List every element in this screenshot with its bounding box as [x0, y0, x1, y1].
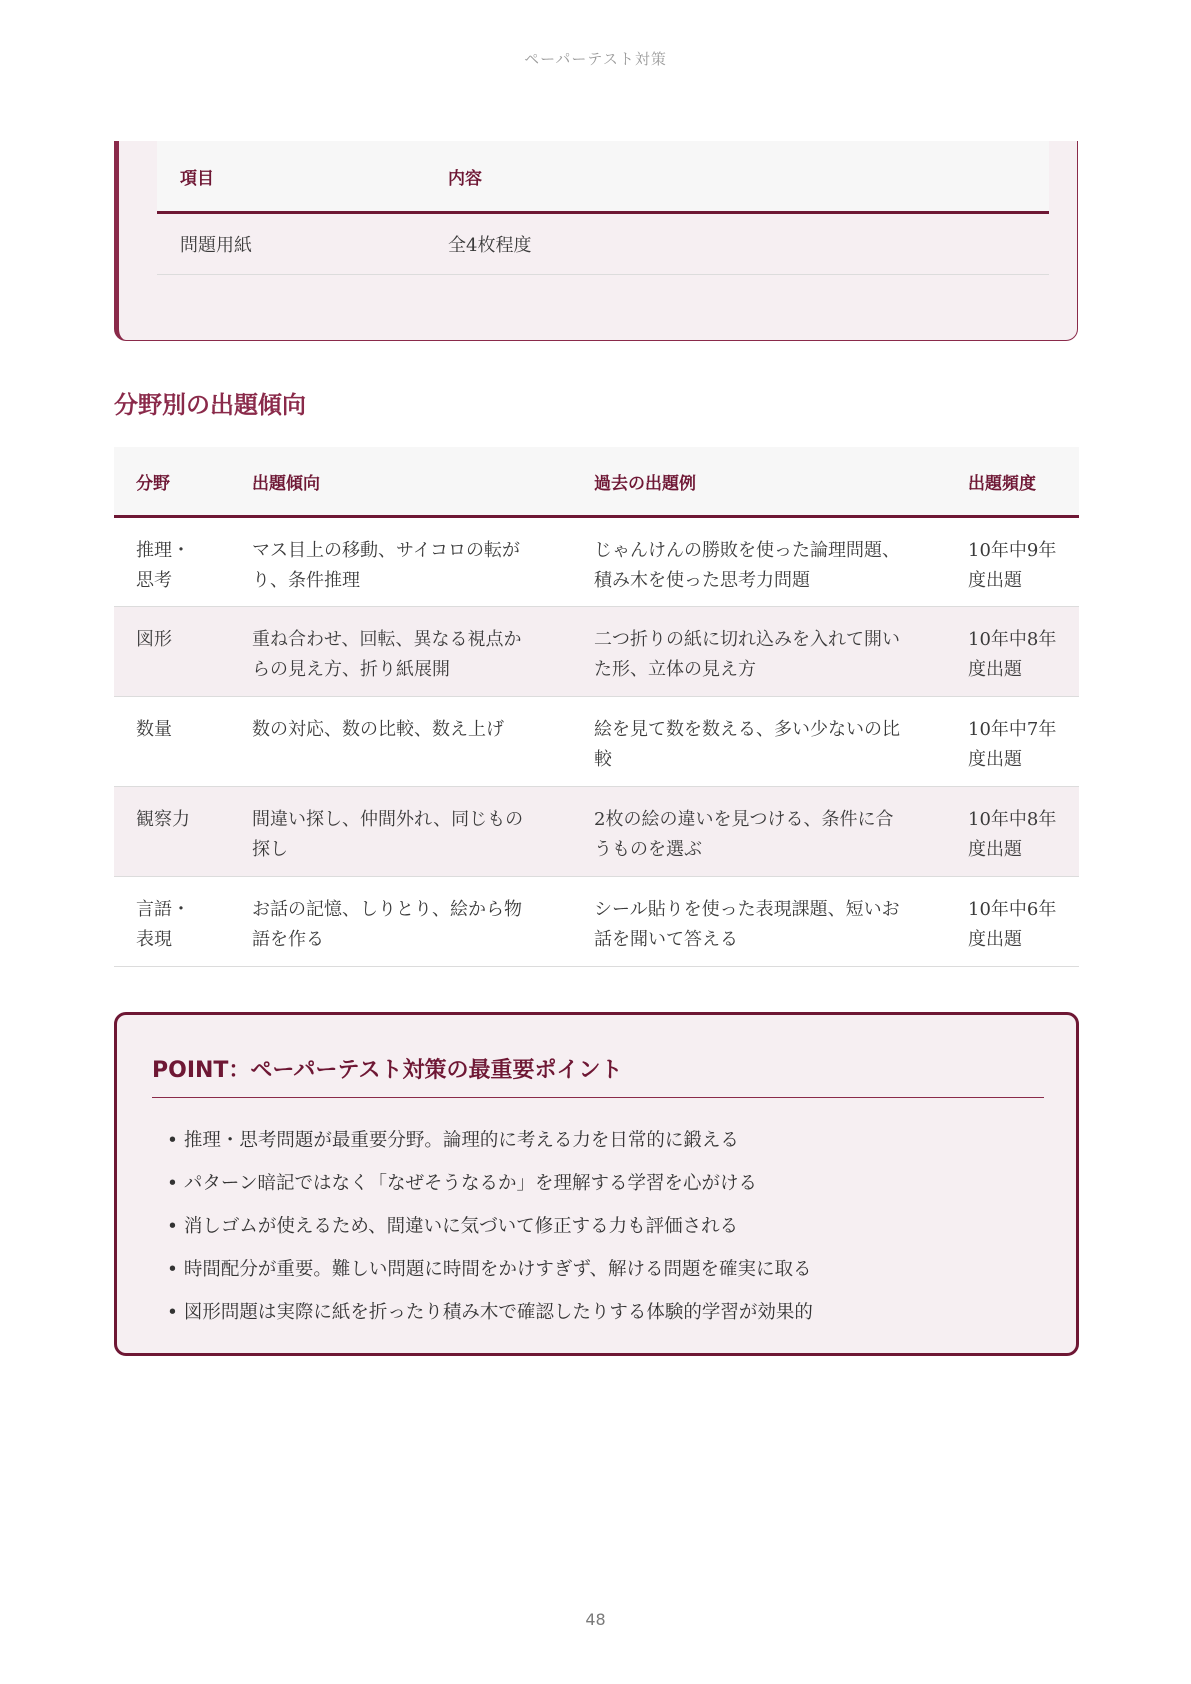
bullet-icon: • [167, 1173, 178, 1194]
table-cell: お話の記憶、しりとり、絵から物 語を作る [230, 877, 572, 967]
list-item [167, 1162, 813, 1205]
spec-cell: 全4枚程度 [425, 213, 1049, 275]
list-item-text: パターン暗記ではなく「なぜそうなるか」を理解する学習を心がける [183, 1173, 758, 1194]
spec-cell: 問題用紙 [157, 213, 425, 275]
point-title: POINT：ペーパーテスト対策の最重要ポイント [152, 1058, 623, 1083]
list-item-text: 消しゴムが使えるため、間違いに気づいて修正する力も評価される [183, 1216, 739, 1237]
bullet-icon: • [167, 1259, 178, 1280]
bullet-icon: • [167, 1216, 178, 1237]
table-cell: じゃんけんの勝敗を使った論理問題、 積み木を使った思考力問題 [572, 517, 946, 607]
spec-box [114, 141, 1078, 341]
point-list [167, 1119, 813, 1334]
table-row [114, 607, 1079, 697]
point-box [114, 1012, 1079, 1356]
trend-table [114, 447, 1079, 967]
table-row [114, 517, 1079, 607]
col-field: 分野 [114, 447, 230, 517]
list-item-text: 時間配分が重要。難しい問題に時間をかけすぎず、解ける問題を確実に取る [183, 1259, 812, 1280]
table-cell: 10年中6年 度出題 [946, 877, 1079, 967]
table-cell: 重ね合わせ、回転、異なる視点か らの見え方、折り紙展開 [230, 607, 572, 697]
trend-table-header-row [114, 447, 1079, 517]
spec-col-content: 内容 [425, 141, 1049, 213]
page-number: 48 [585, 1610, 606, 1629]
table-cell: 絵を見て数を数える、多い少ないの比 較 [572, 697, 946, 787]
table-cell: 言語・ 表現 [114, 877, 230, 967]
table-cell: 間違い探し、仲間外れ、同じもの 探し [230, 787, 572, 877]
table-cell: 観察力 [114, 787, 230, 877]
list-item [167, 1291, 813, 1334]
list-item [167, 1248, 813, 1291]
list-item-text: 推理・思考問題が最重要分野。論理的に考える力を日常的に鍛える [183, 1130, 739, 1151]
table-cell: シール貼りを使った表現課題、短いお 話を聞いて答える [572, 877, 946, 967]
spec-table [157, 141, 1049, 275]
bullet-icon: • [167, 1130, 178, 1151]
table-cell: 2枚の絵の違いを見つける、条件に合 うものを選ぶ [572, 787, 946, 877]
table-cell: 10年中7年 度出題 [946, 697, 1079, 787]
list-item [167, 1205, 813, 1248]
list-item-text: 図形問題は実際に紙を折ったり積み木で確認したりする体験的学習が効果的 [183, 1302, 813, 1323]
section-title: 分野別の出題傾向 [114, 391, 306, 419]
table-row [114, 877, 1079, 967]
table-cell: 二つ折りの紙に切れ込みを入れて開い た形、立体の見え方 [572, 607, 946, 697]
bullet-icon: • [167, 1302, 178, 1323]
table-cell: 10年中9年 度出題 [946, 517, 1079, 607]
col-examples: 過去の出題例 [572, 447, 946, 517]
col-trend: 出題傾向 [230, 447, 572, 517]
col-frequency: 出題頻度 [946, 447, 1079, 517]
list-item [167, 1119, 813, 1162]
table-cell: マス目上の移動、サイコロの転が り、条件推理 [230, 517, 572, 607]
table-cell: 10年中8年 度出題 [946, 607, 1079, 697]
point-divider [152, 1097, 1044, 1098]
spec-table-header-row [157, 141, 1049, 213]
table-cell: 10年中8年 度出題 [946, 787, 1079, 877]
table-row [114, 697, 1079, 787]
table-cell: 推理・ 思考 [114, 517, 230, 607]
table-cell: 数量 [114, 697, 230, 787]
table-row [114, 787, 1079, 877]
running-header: ペーパーテスト対策 [524, 50, 667, 68]
spec-col-item: 項目 [157, 141, 425, 213]
table-cell: 数の対応、数の比較、数え上げ [230, 697, 572, 787]
table-row [157, 213, 1049, 275]
table-cell: 図形 [114, 607, 230, 697]
